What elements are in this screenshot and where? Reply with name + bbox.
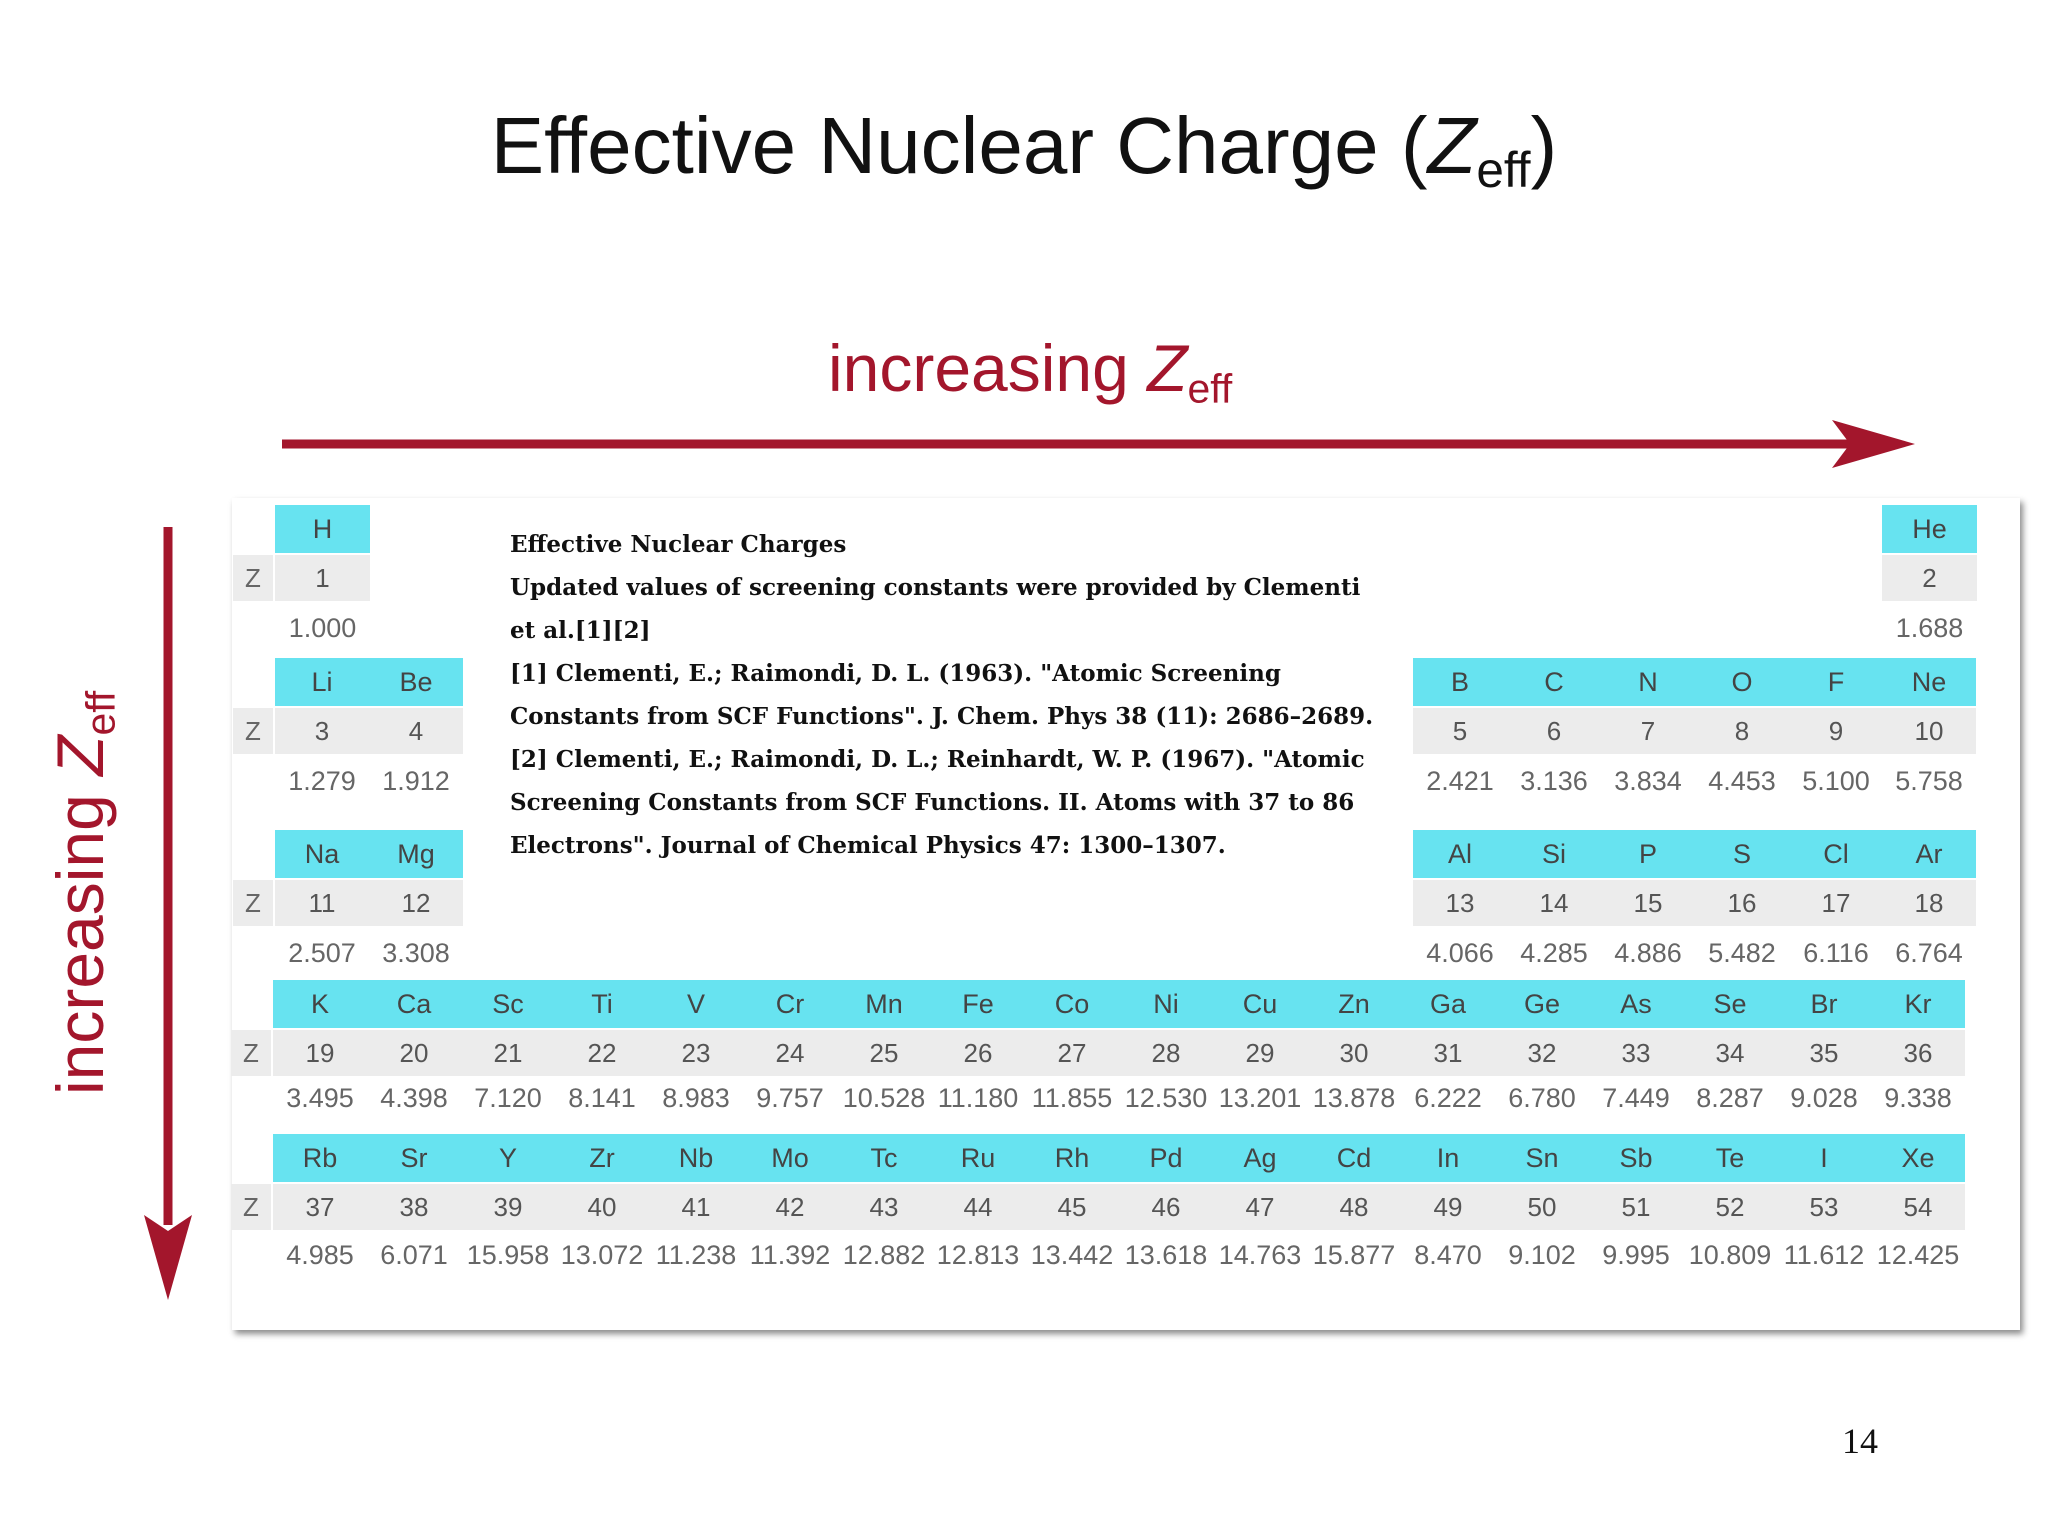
zeff-value: 12.530: [1124, 1083, 1208, 1113]
element-symbol: Te: [1683, 1134, 1777, 1182]
atomic-number: 34: [1683, 1030, 1777, 1076]
reference-2: [2] Clementi, E.; Raimondi, D. L.; Reinhardt, W. P. (1967). "Atomic Screening Constants from SCF Functions. II. Atoms with 37 to 86 Electrons". Journal of Chemical Physics 47: 1300–1307.: [510, 746, 1365, 859]
zeff-value: 15.958: [466, 1240, 550, 1270]
atomic-number: 50: [1495, 1184, 1589, 1230]
atomic-number: 21: [461, 1030, 555, 1076]
z-row-label: Z: [233, 880, 273, 926]
zeff-value: 9.995: [1602, 1240, 1670, 1270]
vertical-label-z: Z: [43, 735, 117, 776]
element-symbol: Li: [275, 658, 369, 706]
atomic-number: 8: [1695, 708, 1789, 754]
element-symbol: Cr: [743, 980, 837, 1028]
element-symbol: Ru: [931, 1134, 1025, 1182]
element-symbol: Si: [1507, 830, 1601, 878]
atomic-number: 45: [1025, 1184, 1119, 1230]
references-intro: Updated values of screening constants were provided by Clementi et al.[1][2]: [510, 574, 1361, 644]
element-symbol: Ag: [1213, 1134, 1307, 1182]
element-symbol: Mg: [369, 830, 463, 878]
atomic-number: 15: [1601, 880, 1695, 926]
element-symbol: Pd: [1119, 1134, 1213, 1182]
element-symbol: Na: [275, 830, 369, 878]
element-symbol: Ti: [555, 980, 649, 1028]
element-symbol: Sb: [1589, 1134, 1683, 1182]
atomic-number: 6: [1507, 708, 1601, 754]
slide-title: [0, 100, 2048, 199]
zeff-value: 5.100: [1802, 766, 1870, 796]
zeff-value: 9.338: [1884, 1083, 1952, 1113]
element-symbol: Br: [1777, 980, 1871, 1028]
zeff-value: 1.688: [1895, 613, 1964, 643]
title-sub: eff: [1476, 141, 1531, 198]
element-symbol: Sn: [1495, 1134, 1589, 1182]
element-symbol: In: [1401, 1134, 1495, 1182]
atomic-number: 1: [275, 555, 370, 601]
element-symbol: Se: [1683, 980, 1777, 1028]
atomic-number: 23: [649, 1030, 743, 1076]
z-row-label: Z: [233, 555, 273, 601]
zeff-value: 13.442: [1030, 1240, 1114, 1270]
element-symbol: Co: [1025, 980, 1119, 1028]
element-symbol: Sc: [461, 980, 555, 1028]
atomic-number: 54: [1871, 1184, 1965, 1230]
element-symbol: V: [649, 980, 743, 1028]
atomic-number: 20: [367, 1030, 461, 1076]
title-close: ): [1530, 101, 1558, 190]
z-row-label: Z: [231, 1184, 271, 1230]
atomic-number: 18: [1882, 880, 1976, 926]
element-symbol: Cl: [1789, 830, 1883, 878]
atomic-number: 46: [1119, 1184, 1213, 1230]
zeff-value: 4.398: [380, 1083, 448, 1113]
zeff-value: 4.066: [1426, 938, 1494, 968]
zeff-value: 9.757: [756, 1083, 824, 1113]
element-symbol: Fe: [931, 980, 1025, 1028]
element-symbol: Ar: [1882, 830, 1976, 878]
zeff-value: 10.528: [842, 1083, 926, 1113]
zeff-value: 11.180: [937, 1083, 1019, 1113]
zeff-value: 2.421: [1426, 766, 1494, 796]
element-symbol: Mo: [743, 1134, 837, 1182]
atomic-number: 25: [837, 1030, 931, 1076]
zeff-value: 13.618: [1124, 1240, 1208, 1270]
element-symbol: K: [273, 980, 367, 1028]
horizontal-label-z: Z: [1147, 331, 1188, 405]
zeff-value: 6.116: [1803, 938, 1869, 968]
element-symbol: F: [1789, 658, 1883, 706]
zeff-value: 12.425: [1876, 1240, 1960, 1270]
element-symbol: He: [1882, 505, 1977, 553]
element-symbol: Kr: [1871, 980, 1965, 1028]
atomic-number: 43: [837, 1184, 931, 1230]
zeff-value: 15.877: [1312, 1240, 1396, 1270]
element-symbol: B: [1413, 658, 1507, 706]
page-number: 14: [1842, 1421, 1878, 1461]
atomic-number: 53: [1777, 1184, 1871, 1230]
atomic-number: 37: [273, 1184, 367, 1230]
zeff-value: 4.886: [1614, 938, 1682, 968]
atomic-number: 30: [1307, 1030, 1401, 1076]
atomic-number: 51: [1589, 1184, 1683, 1230]
atomic-number: 9: [1789, 708, 1883, 754]
element-symbol: Rb: [273, 1134, 367, 1182]
zeff-value: 11.612: [1783, 1240, 1865, 1270]
element-symbol: Zn: [1307, 980, 1401, 1028]
element-symbol: Be: [369, 658, 463, 706]
zeff-value: 3.308: [382, 938, 450, 968]
zeff-value: 1.279: [288, 766, 356, 796]
atomic-number: 4: [369, 708, 463, 754]
zeff-value: 12.882: [842, 1240, 926, 1270]
element-symbol: H: [275, 505, 370, 553]
element-symbol: Tc: [837, 1134, 931, 1182]
zeff-value: 3.834: [1614, 766, 1682, 796]
element-symbol: Mn: [837, 980, 931, 1028]
element-symbol: S: [1695, 830, 1789, 878]
zeff-value: 5.482: [1708, 938, 1776, 968]
element-symbol: Sr: [367, 1134, 461, 1182]
atomic-number: 10: [1882, 708, 1976, 754]
zeff-value: 9.102: [1508, 1240, 1576, 1270]
element-symbol: Ne: [1882, 658, 1976, 706]
zeff-value: 1.000: [288, 613, 357, 643]
reference-1: [1] Clementi, E.; Raimondi, D. L. (1963). "Atomic Screening Constants from SCF Functions". J. Chem. Phys 38 (11): 2686–2689.: [510, 660, 1374, 730]
atomic-number: 27: [1025, 1030, 1119, 1076]
element-symbol: Zr: [555, 1134, 649, 1182]
zeff-value: 4.985: [286, 1240, 354, 1270]
atomic-number: 17: [1789, 880, 1883, 926]
zeff-value: 6.764: [1895, 938, 1963, 968]
horizontal-label-text: increasing: [828, 331, 1148, 405]
element-symbol: P: [1601, 830, 1695, 878]
element-symbol: Xe: [1871, 1134, 1965, 1182]
atomic-number: 24: [743, 1030, 837, 1076]
vertical-label-text: increasing: [43, 775, 117, 1095]
atomic-number: 33: [1589, 1030, 1683, 1076]
zeff-value: 3.495: [286, 1083, 354, 1113]
atomic-number: 2: [1882, 555, 1977, 601]
zeff-value: 8.287: [1696, 1083, 1764, 1113]
atomic-number: 40: [555, 1184, 649, 1230]
atomic-number: 3: [275, 708, 369, 754]
zeff-value: 6.222: [1414, 1083, 1482, 1113]
atomic-number: 42: [743, 1184, 837, 1230]
atomic-number: 38: [367, 1184, 461, 1230]
zeff-value: 7.120: [474, 1083, 542, 1113]
zeff-value: 7.449: [1602, 1083, 1670, 1113]
zeff-value: 11.238: [655, 1240, 737, 1270]
zeff-value: 11.392: [749, 1240, 831, 1270]
zeff-value: 8.983: [662, 1083, 730, 1113]
references-block: [510, 523, 1390, 867]
element-symbol: As: [1589, 980, 1683, 1028]
atomic-number: 29: [1213, 1030, 1307, 1076]
zeff-value: 2.507: [288, 938, 356, 968]
zeff-value: 14.763: [1218, 1240, 1302, 1270]
atomic-number: 12: [369, 880, 463, 926]
atomic-number: 19: [273, 1030, 367, 1076]
element-symbol: C: [1507, 658, 1601, 706]
vertical-label: [42, 691, 124, 1095]
zeff-value: 8.470: [1414, 1240, 1482, 1270]
atomic-number: 11: [275, 880, 369, 926]
atomic-number: 14: [1507, 880, 1601, 926]
zeff-value: 4.453: [1708, 766, 1776, 796]
title-text: Effective Nuclear Charge (: [490, 101, 1428, 190]
element-symbol: Ca: [367, 980, 461, 1028]
z-row-label: Z: [233, 708, 273, 754]
zeff-value: 13.072: [560, 1240, 644, 1270]
element-symbol: Cd: [1307, 1134, 1401, 1182]
atomic-number: 28: [1119, 1030, 1213, 1076]
atomic-number: 52: [1683, 1184, 1777, 1230]
atomic-number: 26: [931, 1030, 1025, 1076]
z-row-label: Z: [231, 1030, 271, 1076]
element-symbol: I: [1777, 1134, 1871, 1182]
zeff-value: 9.028: [1790, 1083, 1858, 1113]
atomic-number: 48: [1307, 1184, 1401, 1230]
element-symbol: O: [1695, 658, 1789, 706]
zeff-value: 10.809: [1688, 1240, 1772, 1270]
zeff-value: 11.855: [1031, 1083, 1113, 1113]
element-symbol: Rh: [1025, 1134, 1119, 1182]
element-symbol: Nb: [649, 1134, 743, 1182]
atomic-number: 36: [1871, 1030, 1965, 1076]
atomic-number: 49: [1401, 1184, 1495, 1230]
atomic-number: 5: [1413, 708, 1507, 754]
element-symbol: Cu: [1213, 980, 1307, 1028]
element-symbol: Y: [461, 1134, 555, 1182]
zeff-value: 13.878: [1312, 1083, 1396, 1113]
horizontal-label-sub: eff: [1187, 365, 1233, 412]
title-z: Z: [1427, 101, 1477, 190]
zeff-value: 3.136: [1520, 766, 1588, 796]
atomic-number: 44: [931, 1184, 1025, 1230]
atomic-number: 32: [1495, 1030, 1589, 1076]
element-symbol: N: [1601, 658, 1695, 706]
horizontal-arrow: [280, 414, 1920, 474]
atomic-number: 7: [1601, 708, 1695, 754]
atomic-number: 16: [1695, 880, 1789, 926]
vertical-label-sub: eff: [77, 690, 124, 736]
horizontal-label: [828, 330, 1232, 412]
atomic-number: 41: [649, 1184, 743, 1230]
zeff-value: 4.285: [1520, 938, 1588, 968]
zeff-value: 13.201: [1218, 1083, 1302, 1113]
atomic-number: 31: [1401, 1030, 1495, 1076]
vertical-arrow: [138, 525, 198, 1305]
atomic-number: 47: [1213, 1184, 1307, 1230]
atomic-number: 35: [1777, 1030, 1871, 1076]
zeff-value: 6.071: [380, 1240, 448, 1270]
zeff-value: 1.912: [382, 766, 450, 796]
zeff-value: 6.780: [1508, 1083, 1576, 1113]
zeff-value: 12.813: [936, 1240, 1020, 1270]
zeff-value: 8.141: [568, 1083, 636, 1113]
atomic-number: 39: [461, 1184, 555, 1230]
element-symbol: Ni: [1119, 980, 1213, 1028]
element-symbol: Ga: [1401, 980, 1495, 1028]
atomic-number: 13: [1413, 880, 1507, 926]
zeff-value: 5.758: [1895, 766, 1963, 796]
element-symbol: Al: [1413, 830, 1507, 878]
element-symbol: Ge: [1495, 980, 1589, 1028]
atomic-number: 22: [555, 1030, 649, 1076]
references-heading: Effective Nuclear Charges: [510, 531, 847, 558]
